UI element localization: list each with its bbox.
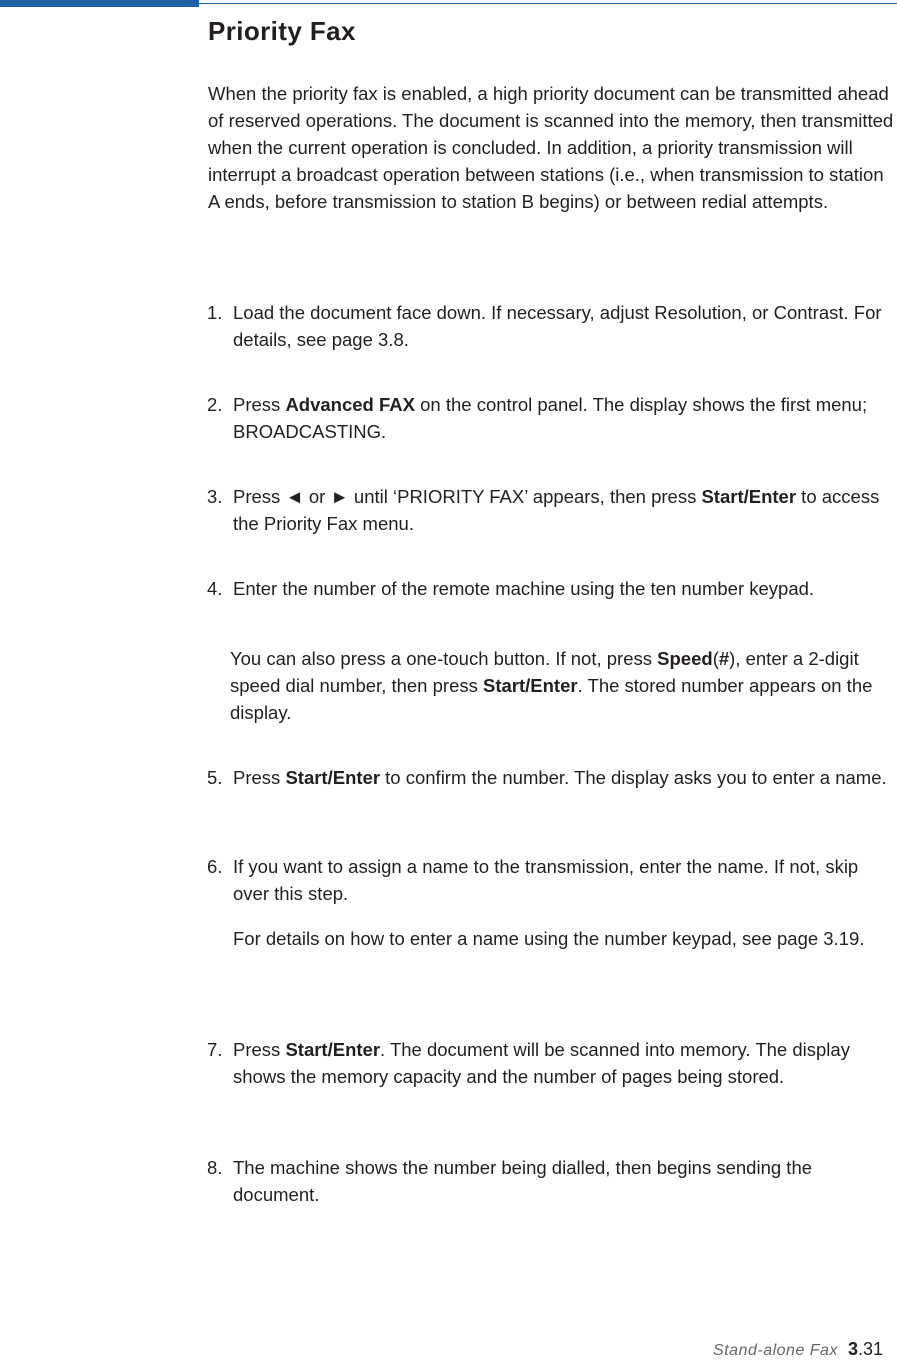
step-text: Press Start/Enter. The document will be scanned into memory. The display shows the memory capacity and the number of pages being stored. bbox=[233, 1039, 850, 1087]
step-5 bbox=[207, 764, 897, 791]
step-4-note: You can also press a one-touch button. If not, press Speed(#), enter a 2-digit speed dial number, then press Start/Enter. The stored number appears on the display. bbox=[230, 648, 873, 723]
start-enter-key: Start/Enter bbox=[701, 486, 797, 507]
step-8 bbox=[207, 1154, 897, 1208]
page-footer bbox=[713, 1338, 883, 1362]
page-title: Priority Fax bbox=[208, 16, 356, 46]
footer-chapter: 3 bbox=[847, 1339, 858, 1359]
header-accent-bar bbox=[0, 0, 199, 7]
step-number: 6. bbox=[207, 856, 223, 877]
header-rule bbox=[199, 3, 897, 4]
step-4 bbox=[207, 575, 897, 602]
step-number: 8. bbox=[207, 1157, 223, 1178]
step-text: If you want to assign a name to the transmission, enter the name. If not, skip over this step. For details on how to enter a name using the number keypad, see page 3.19. bbox=[233, 853, 897, 952]
speed-key: Speed bbox=[657, 648, 713, 669]
step-7 bbox=[207, 1036, 897, 1090]
intro-paragraph: When the priority fax is enabled, a high priority document can be transmitted ahead of reserved operations. The document is scanned into the memory, then transmitted when the current operation is concluded. In addition, a priority transmission will interrupt a broadcast operation between stations (i.e., when transmission to station A ends, before transmission to station B begins) or between redial attempts. bbox=[208, 83, 894, 212]
step-1 bbox=[207, 299, 897, 353]
step-number: 5. bbox=[207, 767, 223, 788]
step-number: 4. bbox=[207, 578, 223, 599]
step-text: Press Start/Enter to confirm the number. The display asks you to enter a name. bbox=[233, 767, 887, 788]
step-text: Press ◄ or ► until ‘PRIORITY FAX’ appears, then press Start/Enter to access the Priority Fax menu. bbox=[233, 486, 880, 534]
advanced-fax-key: Advanced FAX bbox=[285, 394, 415, 415]
step-3 bbox=[207, 483, 897, 537]
step-number: 3. bbox=[207, 486, 223, 507]
step-6 bbox=[207, 853, 897, 952]
step-text: Press Advanced FAX on the control panel. The display shows the first menu; BROADCASTING. bbox=[233, 394, 868, 442]
start-enter-key: Start/Enter bbox=[483, 675, 578, 696]
step-text: Enter the number of the remote machine using the ten number keypad. bbox=[233, 578, 815, 599]
step-number: 7. bbox=[207, 1039, 223, 1060]
start-enter-key: Start/Enter bbox=[285, 1039, 381, 1060]
step-number: 1. bbox=[207, 302, 223, 323]
hash-key: # bbox=[718, 648, 730, 669]
step-6-detail: For details on how to enter a name using the number keypad, see page 3.19. bbox=[233, 928, 865, 949]
step-number: 2. bbox=[207, 394, 223, 415]
footer-page-number: .31 bbox=[857, 1339, 883, 1359]
step-text: The machine shows the number being dialled, then begins sending the document. bbox=[233, 1157, 813, 1205]
footer-section-name: Stand-alone Fax bbox=[713, 1342, 838, 1359]
start-enter-key: Start/Enter bbox=[285, 767, 381, 788]
step-2 bbox=[207, 391, 897, 445]
step-text: Load the document face down. If necessary, adjust Resolution, or Contrast. For details, see page 3.8. bbox=[233, 302, 882, 350]
